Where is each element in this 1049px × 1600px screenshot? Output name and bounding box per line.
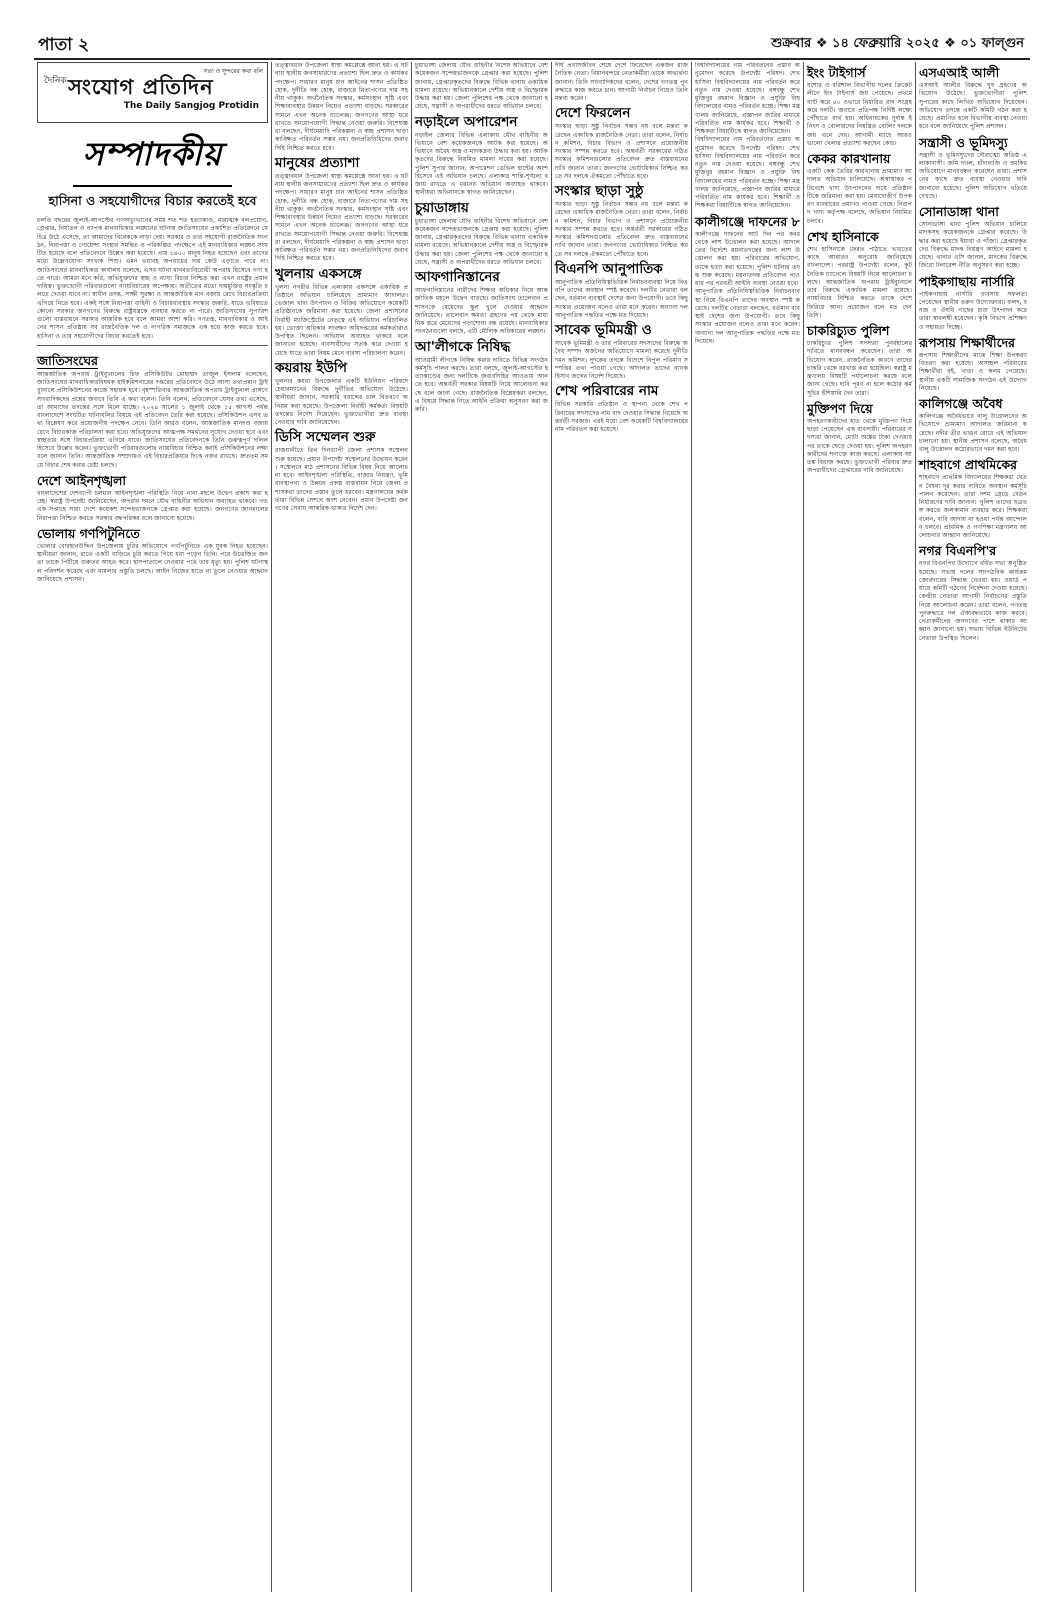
article-title: নড়াইলে অপারেশন [415, 113, 518, 130]
page-header-bar [34, 30, 1030, 60]
article-title: খুলনায় একসঙ্গে [275, 265, 362, 282]
article-title: ইংং টাইগার্স [807, 65, 866, 80]
article-body: কালীগঞ্জে দাফনের আট দিন পর কবর থেকে লাশ উত্তোলন করা হয়েছে। আদালতের নির্দেশে ময়নাতদন্তের জন্য লাশ উত্তোলন করা হয়। পরিবারের অভিযোগ, তাকে হত্যা করা হয়েছে। পুলিশ ঘটনার তদন্ত শুরু করেছে। ময়নাতদন্ত প্রতিবেদন পাওয়ার পর পরবর্তী আইনি ব্যবস্থা নেওয়া হবে। [695, 230, 802, 287]
article-body: সংস্কার ছাড়া সুষ্ঠু নির্বাচন সম্ভব নয় বলে মন্তব্য করেছেন একাধিক রাজনৈতিক নেতা। তারা বলেন, নির্বাচন কমিশন, বিচার বিভাগ ও প্রশাসনে প্রয়োজনীয় সংস্কার সম্পন্ন করতে হবে। অন্তর্বর্তী সরকারের গঠিত সংস্কার কমিশনগুলোর প্রতিবেদন দ্রুত বাস্তবায়নের দাবি জানান তারা। জনগণের ভোটাধিকার নিশ্চিত করতে সব দলকে ঐকমত্যে পৌঁছাতে হবে। [555, 201, 690, 258]
article-body: পাইকগাছায় নার্সারি ব্যবসায় সফলতা পেয়েছেন স্থানীয় তরুণ উদ্যোক্তারা। ফলদ, বনজ ও ঔষধি গাছের চারা উৎপাদন করে তারা স্বাবলম্বী হয়েছেন। কৃষি বিভাগ প্রশিক্ষণ ও সহায়তা দিচ্ছে। [919, 290, 1029, 331]
article-title: নগর বিএনপি'র [919, 543, 997, 559]
article-body: বিশ্ববিদ্যালয়ের নাম পরিবর্তনের প্রস্তাব অনুমোদন করেছে উপদেষ্টা পরিষদ। শেখ হাসিনা বিশ্ববিদ্যালয়ের নাম পরিবর্তন করে নতুন নাম দেওয়া হয়েছে। বঙ্গবন্ধু শেখ মুজিবুর রহমান বিজ্ঞান ও প্রযুক্তি বিশ্ববিদ্যালয়ের নামও পরিবর্তন হচ্ছে। শিক্ষা মন্ত্রণালয় জানিয়েছে, প্রজ্ঞাপন জারির মাধ্যমে পরিবর্তিত নাম কার্যকর হবে। শিক্ষার্থী ও শিক্ষকরা বিষয়টিকে স্বাগত জানিয়েছেন। [695, 136, 802, 210]
column-1 [34, 62, 272, 1592]
editorial-banner [37, 127, 268, 187]
article-body: সংস্কার ছাড়া সুষ্ঠু নির্বাচন সম্ভব নয় বলে মন্তব্য করেছেন একাধিক রাজনৈতিক নেতা। তারা বলেন, নির্বাচন কমিশন, বিচার বিভাগ ও প্রশাসনে প্রয়োজনীয় সংস্কার সম্পন্ন করতে হবে। অন্তর্বর্তী সরকারের গঠিত সংস্কার কমিশনগুলোর প্রতিবেদন দ্রুত বাস্তবায়নের দাবি জানান তারা। জনগণের ভোটাধিকার নিশ্চিত করতে সব দলকে ঐকমত্যে পৌঁছাতে হবে। [555, 123, 690, 180]
editorial-headline: হাসিনা ও সহযোগীদের বিচার করতেই হবে [48, 193, 257, 208]
article-body: খুলনা নগরীর বিভিন্ন এলাকায় একসঙ্গে একাধিক প্রতিষ্ঠানে অভিযান চালিয়েছে ভ্রাম্যমাণ আদালত। ভেজাল খাদ্য উৎপাদন ও বিক্রির অভিযোগে কয়েকটি প্রতিষ্ঠানকে জরিমানা করা হয়েছে। জেলা প্রশাসনের নির্বাহী ম্যাজিস্ট্রেটের নেতৃত্বে এই অভিযান পরিচালিত হয়। ভোক্তা অধিকার সংরক্ষণ অধিদপ্তরের কর্মকর্তারাও উপস্থিত ছিলেন। অভিযান অব্যাহত থাকবে বলে জানানো হয়েছে। ব্যবসায়ীদের সতর্ক করে দেওয়া হয়েছে যাতে তারা নিয়ম মেনে ব্যবসা পরিচালনা করেন। [275, 283, 410, 357]
article-body: তত্ত্বাবধান উপজেলা স্বাস্থ্য কমপ্লেক্সে আনা হয়। এ ঘটনায় স্থানীয় জনসাধারণের প্রত্যাশা ছিল দ্রুত ও কার্যকর পদক্ষেপ। সাধারণ মানুষ চান আইনের শাসন প্রতিষ্ঠিত হোক, দুর্নীতি বন্ধ হোক, বাজারে নিত্যপণ্যের দাম সহনীয় থাকুক। অর্থনৈতিক সংস্কার, কর্মসংস্থান সৃষ্টি এবং শিক্ষাব্যবস্থার উন্নয়ন নিয়েও প্রত্যাশা বাড়ছে। সরকারের সামনে এখন অনেক চ্যালেঞ্জ। জনগণের আস্থা ধরে রাখতে সময়োপযোগী সিদ্ধান্ত নেওয়া জরুরি। বিশেষজ্ঞরা বলছেন, দীর্ঘমেয়াদি পরিকল্পনা ও স্বচ্ছ প্রশাসন ছাড়া কাঙ্ক্ষিত পরিবর্তন সম্ভব নয়। জনপ্রতিনিধিদের জবাবদিহি নিশ্চিত করতে হবে। [275, 172, 410, 263]
editorial-body: চলতি বছরের জুলাই-আগস্টের গণঅভ্যুত্থানের সময় শত শত হত্যাকাণ্ড, মারাত্মক বলপ্রয়োগ, গ্রেপ্তার, নির্যাতন ও ব্যাপক মানবাধিকার লঙ্ঘনের ঘটনায় জাতিসংঘের প্রকাশিত প্রতিবেদনে যে চিত্র উঠে এসেছে, তা আমাদের বিবেককে নাড়া দেয়। সরকার ও তার সহযোগী রাজনৈতিক সংগঠন, নিরাপত্তা ও গোয়েন্দা সংস্থার সমন্বিত ও পরিকল্পিত পদক্ষেপে এই মানবাধিকার লঙ্ঘন সংঘটিত হয়েছে বলে প্রতিবেদনে উল্লেখ করা হয়েছে। প্রায় ১৪০০ মানুষ নিহত হয়েছেন এবং তাদের মধ্যে উল্লেখযোগ্য সংখ্যক শিশু। এমন ভয়াবহ অপরাধের দায় কেউ এড়াতে পারে না। জাতিসংঘের মানবাধিকার কার্যালয় বলেছে, এসব ঘটনা মানবতাবিরোধী অপরাধ হিসেবে গণ্য হতে পারে। আমরা মনে করি, অভিযুক্তদের স্বচ্ছ ও ন্যায্য বিচার নিশ্চিত করা এখন রাষ্ট্রের প্রধান দায়িত্ব। ভুক্তভোগী পরিবারগুলো ন্যায়বিচারের অপেক্ষায়। অতীতের মতো দায়মুক্তির সংস্কৃতি চলতে দেওয়া যাবে না। স্বাধীন তদন্ত, সাক্ষী সুরক্ষা ও আন্তর্জাতিক মান বজায় রেখে বিচারপ্রক্রিয়া এগিয়ে নিতে হবে। একই সঙ্গে নিরাপত্তা বাহিনী ও বিচারব্যবস্থার সংস্কার জরুরি, যাতে ভবিষ্যতে কোনো সরকার জনগণের বিরুদ্ধে রাষ্ট্রযন্ত্রকে ব্যবহার করতে না পারে। জাতিসংঘের সুপারিশগুলো বাস্তবায়নে সরকার আন্তরিক হবে বলে আমরা আশা করি। গণতন্ত্র, মানবাধিকার ও আইনের শাসন প্রতিষ্ঠায় সব রাজনৈতিক দল ও নাগরিক সমাজকে এক হয়ে কাজ করতে হবে। হাসিনা ও তার সহযোগীদের বিচার করতেই হবে। [37, 217, 270, 340]
article-title: মানুষের প্রত্যাশা [275, 154, 360, 171]
article-body: একটি কেক তৈরির কারখানায় ভ্রাম্যমাণ আদালত অভিযান চালিয়েছে। অস্বাস্থ্যকর পরিবেশে খাদ্য উৎপাদনের দায়ে প্রতিষ্ঠানটিকে জরিমানা করা হয়। মেয়াদোত্তীর্ণ উপকরণ ব্যবহারের প্রমাণও পাওয়া গেছে। নিরাপদ খাদ্য কর্তৃপক্ষ বলেছে, অভিযান নিয়মিত চলবে। [807, 168, 914, 225]
article-body: সাবেক ভূমিমন্ত্রী ও তার পরিবারের সদস্যদের বিরুদ্ধে অবৈধ সম্পদ অর্জনের অভিযোগে মামলা করেছে দুর্নীতি দমন কমিশন। দুদকের তদন্তে বিদেশে বিপুল পরিমাণ সম্পত্তির তথ্য পাওয়া গেছে। আদালত তাদের ব্যাংক হিসাব জব্দের নির্দেশ দিয়েছে। [555, 340, 690, 380]
article-body: ভোলার বোরহানউদ্দিন উপজেলায় চুরির অভিযোগে গণপিটুনিতে এক যুবক নিহত হয়েছেন। স্থানীয়রা জানান, রাতে একটি বাড়িতে চুরি করতে গিয়ে ধরা পড়েন তিনি। পরে উত্তেজিত জনতা তাকে পিটিয়ে গুরুতর আহত করে। হাসপাতালে নেওয়ার পথে তার মৃত্যু হয়। পুলিশ ঘটনাস্থল পরিদর্শন করেছে এবং মামলার প্রস্তুতি চলছে। আইন নিজের হাতে না তুলে নেওয়ার আহ্বান জানিয়েছে প্রশাসন। [37, 542, 270, 583]
masthead-daily: দৈনিক [44, 76, 67, 86]
masthead-tagline: সত্য ও সুন্দরের কথা বলি [203, 68, 263, 75]
article-body: চুয়াডাঙ্গা জেলায় যৌথ বাহিনীর বিশেষ অভিযানে বেশ কয়েকজন সন্দেহভাজনকে গ্রেপ্তার করা হয়েছে। পুলিশ জানায়, গ্রেপ্তারকৃতদের বিরুদ্ধে বিভিন্ন থানায় একাধিক মামলা রয়েছে। অভিযানকালে দেশীয় অস্ত্র ও বিস্ফোরক উদ্ধার করা হয়। জেলা পুলিশের পক্ষ থেকে জানানো হয়েছে, সন্ত্রাসী ও অপরাধীদের ধরতে অভিযান চলবে। [415, 217, 550, 266]
article-body: চাকরিচ্যুত পুলিশ সদস্যরা পুনর্বহালের দাবিতে মানববন্ধন করেছেন। তারা অভিযোগ করেন, রাজনৈতিক কারণে তাদের চাকরি থেকে বরখাস্ত করা হয়েছিল। স্বরাষ্ট্র মন্ত্রণালয় বিষয়টি পর্যালোচনা করছে বলে জানা গেছে। দাবি পূরণ না হলে কঠোর কর্মসূচির হুঁশিয়ারি দেন তারা। [807, 340, 914, 397]
article-title: চাকরিচ্যুত পুলিশ [807, 323, 890, 338]
editorial-title: সম্পাদকীয় [73, 127, 233, 187]
article-title: শেখ হাসিনাকে [807, 228, 879, 244]
article-body: দীর্ঘ প্রবাসজীবন শেষে দেশে ফিরেছেন একজন রাজনৈতিক নেতা। বিমানবন্দরে নেতাকর্মীরা তাকে অভ্যর্থনা জানান। তিনি সাংবাদিকদের বলেন, দেশের গণতন্ত্র পুনরুদ্ধারে কাজ করতে চান। আগামী নির্বাচন নিয়েও তিনি মন্তব্য করেন। [555, 62, 690, 102]
article-body: আন্তর্জাতিক অপরাধ ট্রাইব্যুনালের চিফ প্রসিকিউটর মোহাম্মদ তাজুল ইসলাম বলেছেন, জাতিসংঘের মানবাধিকারবিষয়ক হাইকমিশনারের দপ্তরের প্রতিবেদনে উঠে আসা তথ্যপ্রমাণ ট্রাইব্যুনালে প্রসিকিউশনের কাজে সহায়ক হবে। বৃহস্পতিবার আন্তর্জাতিক অপরাধ ট্রাইব্যুনাল প্রাঙ্গণে সাংবাদিকদের প্রশ্নের জবাবে তিনি এ কথা বলেন। তিনি বলেন, প্রতিবেদনে যেসব তথ্য এসেছে, তা আমাদের তদন্তের সঙ্গে মিলে যাচ্ছে। ২০২৪ সালের ১ জুলাই থেকে ১৫ আগস্ট পর্যন্ত বাংলাদেশে সংঘটিত ঘটনাবলির বিষয়ে এই প্রতিবেদন তৈরি করা হয়েছে। প্রসিকিউশন এসব তথ্য বিশ্লেষণ করে প্রয়োজনীয় পদক্ষেপ নেবে। তিনি আরও বলেন, আন্তর্জাতিক মানদণ্ড বজায় রেখে বিচারকাজ পরিচালনা করা হবে। অভিযুক্তদের আত্মপক্ষ সমর্থনের সুযোগ দেওয়া হবে এবং স্বচ্ছতার সঙ্গে বিচারপ্রক্রিয়া এগিয়ে যাবে। জাতিসংঘের প্রতিবেদনকে তিনি গুরুত্বপূর্ণ দলিল হিসেবে উল্লেখ করেন। ভুক্তভোগী পরিবারগুলোর ন্যায়বিচার নিশ্চিত করাই প্রসিকিউশনের লক্ষ্য বলে জানান তিনি। আন্তর্জাতিক সম্প্রদায়ও এই বিচারপ্রক্রিয়ার দিকে নজর রাখছে। দ্রুততম সময়ে বিচার শেষ করার চেষ্টা চলছে। [37, 370, 270, 469]
article-title: কালীগঞ্জে দাফনের ৮ [695, 213, 800, 229]
article-title: জাতিসংঘের [37, 352, 99, 368]
column-5 [692, 62, 804, 1592]
article-body: তত্ত্বাবধান উপজেলা স্বাস্থ্য কমপ্লেক্সে আনা হয়। এ ঘটনায় স্থানীয় জনসাধারণের প্রত্যাশা ছিল দ্রুত ও কার্যকর পদক্ষেপ। সাধারণ মানুষ চান আইনের শাসন প্রতিষ্ঠিত হোক, দুর্নীতি বন্ধ হোক, বাজারে নিত্যপণ্যের দাম সহনীয় থাকুক। অর্থনৈতিক সংস্কার, কর্মসংস্থান সৃষ্টি এবং শিক্ষাব্যবস্থার উন্নয়ন নিয়েও প্রত্যাশা বাড়ছে। সরকারের সামনে এখন অনেক চ্যালেঞ্জ। জনগণের আস্থা ধরে রাখতে সময়োপযোগী সিদ্ধান্ত নেওয়া জরুরি। বিশেষজ্ঞরা বলছেন, দীর্ঘমেয়াদি পরিকল্পনা ও স্বচ্ছ প্রশাসন ছাড়া কাঙ্ক্ষিত পরিবর্তন সম্ভব নয়। জনপ্রতিনিধিদের জবাবদিহি নিশ্চিত করতে হবে। [275, 62, 410, 152]
article-title: বিএনপি আনুপাতিক [555, 260, 663, 277]
article-title: সোনাডাঙ্গা থানা [919, 204, 999, 219]
column-7 [916, 62, 1030, 1592]
article-body: যশোর ও বরিশাল বিভাগীয় দলের ক্রিকেট লীগে ইংং টাইগার্স জয় পেয়েছে। প্রথমে ব্যাট করে ৫০ ওভারে নির্ধারিত রান সংগ্রহ করে দলটি। জবাবে প্রতিপক্ষ নির্দিষ্ট লক্ষ্যে পৌঁছাতে ব্যর্থ হয়। অধিনায়কের দুর্দান্ত ইনিংস ও বোলারদের নিয়ন্ত্রিত বোলিং দলকে জয় এনে দেয়। আগামী ম্যাচে আরও ভালো খেলার প্রত্যাশা করছেন কোচ। [807, 82, 914, 147]
masthead [37, 62, 268, 123]
article-title: দেশে আইনশৃঙ্খলা [37, 472, 127, 488]
article-title: কয়রায় ইউপি [275, 359, 347, 376]
article-title: সন্ত্রাসী ও ভূমিদস্যু [919, 134, 1008, 150]
article-body: বিশ্ববিদ্যালয়ের নাম পরিবর্তনের প্রস্তাব অনুমোদন করেছে উপদেষ্টা পরিষদ। শেখ হাসিনা বিশ্ববিদ্যালয়ের নাম পরিবর্তন করে নতুন নাম দেওয়া হয়েছে। বঙ্গবন্ধু শেখ মুজিবুর রহমান বিজ্ঞান ও প্রযুক্তি বিশ্ববিদ্যালয়ের নামও পরিবর্তন হচ্ছে। শিক্ষা মন্ত্রণালয় জানিয়েছে, প্রজ্ঞাপন জারির মাধ্যমে পরিবর্তিত নাম কার্যকর হবে। শিক্ষার্থী ও শিক্ষকরা বিষয়টিকে স্বাগত জানিয়েছেন। [695, 62, 802, 135]
article-body: আনুপাতিক প্রতিনিধিত্বভিত্তিক নির্বাচনব্যবস্থা নিয়ে বিএনপি তাদের অবস্থান স্পষ্ট করেছে। দলটির নেতারা বলছেন, বর্তমান ব্যবস্থাই দেশের জন্য উপযোগী। তবে কিছু সংস্কার প্রয়োজন বলেও তারা মনে করেন। অন্যান্য দল আনুপাতিক পদ্ধতির পক্ষে মত দিয়েছে। [555, 278, 690, 319]
article-title: আফগানিস্তানের [415, 269, 500, 285]
article-body: রাজধানীতে তিন দিনব্যাপী জেলা প্রশাসক সম্মেলন শুরু হয়েছে। প্রধান উপদেষ্টা সম্মেলনের উদ্বোধন করেন। সম্মেলনে মাঠ প্রশাসনের বিভিন্ন বিষয় নিয়ে আলোচনা হবে। আইনশৃঙ্খলা পরিস্থিতি, বাজার নিয়ন্ত্রণ, ভূমি ব্যবস্থাপনা ও উন্নয়ন প্রকল্প বাস্তবায়ন নিয়ে জেলা প্রশাসকরা তাদের প্রস্তাব তুলে ধরবেন। মন্ত্রণালয়ের কর্মকর্তারা বিভিন্ন সেশনে অংশ নেবেন। প্রধান উপদেষ্টা জনগণের সেবায় আন্তরিক থাকার নির্দেশ দেন। [275, 447, 410, 512]
article-body: সন্ত্রাসী ও ভূমিদস্যুদের দৌরাত্ম্যে অতিষ্ঠ এলাকাবাসী। জমি দখল, চাঁদাবাজি ও হুমকির অভিযোগে মানববন্ধন করেছেন তারা। প্রশাসনের কাছে দ্রুত ব্যবস্থা নেওয়ার দাবি জানানো হয়েছে। পুলিশ অভিযোগ খতিয়ে দেখছে। [919, 151, 1029, 200]
article-body: অপহরণকারীদের হাত থেকে মুক্তিপণ দিয়ে ছাড়া পেয়েছেন এক ব্যবসায়ী। পরিবারের সদস্যরা জানান, মোটা অঙ্কের টাকা দেওয়ার পর তাকে ছেড়ে দেওয়া হয়। পুলিশ অপহরণকারীদের শনাক্তে কাজ করছে। এলাকায় আতঙ্ক বিরাজ করছে। ভুক্তভোগী পরিবার দ্রুত অপরাধীদের গ্রেপ্তারের দাবি জানিয়েছে। [807, 417, 914, 475]
article-body: আনুপাতিক প্রতিনিধিত্বভিত্তিক নির্বাচনব্যবস্থা নিয়ে বিএনপি তাদের অবস্থান স্পষ্ট করেছে। দলটির নেতারা বলছেন, বর্তমান ব্যবস্থাই দেশের জন্য উপযোগী। তবে কিছু সংস্কার প্রয়োজন বলেও তারা মনে করেন। অন্যান্য দল আনুপাতিক পদ্ধতির পক্ষে মত দিয়েছে। [695, 288, 802, 345]
article-title: শেখ পরিবারের নাম [555, 383, 659, 400]
column-2 [272, 62, 412, 1592]
column-6 [804, 62, 916, 1592]
article-body: শেখ হাসিনাকে ফেরত পাঠাতে ভারতের কাছে আবারও অনুরোধ জানিয়েছে বাংলাদেশ। পররাষ্ট্র উপদেষ্টা বলেন, কূটনৈতিক চ্যানেলে বিষয়টি নিয়ে আলোচনা চলছে। আন্তর্জাতিক অপরাধ ট্রাইব্যুনালে তার বিরুদ্ধে একাধিক মামলা রয়েছে। ন্যায়বিচার নিশ্চিত করতে তাকে দেশে ফিরিয়ে আনা প্রয়োজন বলে মত দেন তিনি। [807, 245, 914, 319]
masthead-name-bn: সংযোগ প্রতিদিন [68, 75, 214, 99]
article-body: আফগানিস্তানের নারীদের শিক্ষার অধিকার নিয়ে আন্তর্জাতিক মহলে উদ্বেগ বাড়ছে। জাতিসংঘ তালেবান প্রশাসনকে মেয়েদের স্কুল খুলে দেওয়ার আহ্বান জানিয়েছে। তালেবান ক্ষমতা গ্রহণের পর থেকে মাধ্যমিক স্তরে মেয়েদের পড়াশোনা বন্ধ রয়েছে। মানবাধিকার সংগঠনগুলো বলছে, এটি মৌলিক অধিকারের লঙ্ঘন। [415, 287, 550, 336]
article-title: চুয়াডাঙ্গায় [415, 199, 469, 216]
article-body: আওয়ামী লীগকে নিষিদ্ধ করার দাবিতে বিভিন্ন সংগঠন কর্মসূচি পালন করছে। তারা বলছে, জুলাই-আগস্টের হত্যাকাণ্ডের জন্য দলটিকে জবাবদিহির আওতায় আনতে হবে। অন্তর্বর্তী সরকার বিষয়টি নিয়ে আলোচনা করছে বলে জানা গেছে। রাজনৈতিক বিশ্লেষকরা বলছেন, এ বিষয়ে সিদ্ধান্ত নিতে আইনি প্রক্রিয়া অনুসরণ করা জরুরি। [415, 356, 550, 413]
article-title: ডিসি সম্মেলন শুরু [275, 429, 376, 446]
article-title: রূপসায় শিক্ষার্থীদের [919, 334, 1016, 350]
article-title: আ'লীগকে নিষিদ্ধ [415, 338, 511, 355]
article-title: দেশে ফিরলেন [555, 105, 631, 122]
article-body: শাহবাগে প্রাথমিক বিদ্যালয়ের শিক্ষকরা বেতন বৈষম্য দূর করার দাবিতে অবস্থান কর্মসূচি পালন করেছেন। তারা দশম গ্রেডে বেতন নির্ধারণের দাবি জানান। পুলিশ তাদের ছত্রভঙ্গ করতে জলকামান ব্যবহার করে। শিক্ষকরা বলেন, দাবি আদায় না হওয়া পর্যন্ত আন্দোলন চলবে। প্রাথমিক ও গণশিক্ষা মন্ত্রণালয় আলোচনার আহ্বান জানিয়েছে। [919, 474, 1029, 539]
page-number: পাতা ২ [38, 35, 90, 55]
article-title: এসএআই আলী [919, 65, 1000, 80]
article-title: কালিগঞ্জে অবৈধ [919, 396, 1003, 411]
masthead-name-en: The Daily Sangjog Protidin [123, 101, 259, 111]
column-3 [412, 62, 552, 1592]
article-body: বাংলাদেশের দেশব্যাপী চলমান আইনশৃঙ্খলা পরিস্থিতি নিয়ে নানা মহলে উদ্বেগ প্রকাশ করা হচ্ছে। স্বরাষ্ট্র উপদেষ্টা জানিয়েছেন, অপরাধ দমনে যৌথ বাহিনীর অভিযান অব্যাহত থাকবে। গত এক সপ্তাহে সারা দেশে কয়েকশ সন্দেহভাজনকে গ্রেপ্তার করা হয়েছে। জনগণের জানমালের নিরাপত্তা নিশ্চিত করতে সরকার বদ্ধপরিকর বলে জানানো হয়েছে। [37, 489, 270, 522]
article-title: পাইকগাছায় নার্সারি [919, 273, 1015, 289]
article-title: শাহবাগে প্রাথমিকের [919, 457, 1017, 473]
article-title: ভোলায় গণপিটুনিতে [37, 525, 140, 541]
columns [34, 62, 1030, 1592]
issue-date: শুক্রবার ❖ ১৪ ফেব্রুয়ারি ২০২৫ ❖ ০১ ফাল্গুন [771, 36, 1024, 51]
article-body: নগর বিএনপির উদ্যোগে বর্ধিত সভা অনুষ্ঠিত হয়েছে। সভায় দলের সাংগঠনিক কার্যক্রম জোরদারের সিদ্ধান্ত নেওয়া হয়। ওয়ার্ড পর্যায়ে কমিটি গঠনের নির্দেশনা দেওয়া হয়েছে। কেন্দ্রীয় নেতারা আগামী নির্বাচনের প্রস্তুতি নিয়ে আলোচনা করেন। তারা বলেন, গণতন্ত্র পুনরুদ্ধারে দল ঐক্যবদ্ধভাবে কাজ করবে। নেতাকর্মীদের জনগণের পাশে থাকার আহ্বান জানানো হয়। সভায় বিভিন্ন ইউনিটের নেতারা উপস্থিত ছিলেন। [919, 560, 1029, 642]
article-title: কেকর কারখানায় [807, 151, 891, 166]
column-4 [552, 62, 692, 1592]
article-body: চুয়াডাঙ্গা জেলায় যৌথ বাহিনীর বিশেষ অভিযানে বেশ কয়েকজন সন্দেহভাজনকে গ্রেপ্তার করা হয়েছে। পুলিশ জানায়, গ্রেপ্তারকৃতদের বিরুদ্ধে বিভিন্ন থানায় একাধিক মামলা রয়েছে। অভিযানকালে দেশীয় অস্ত্র ও বিস্ফোরক উদ্ধার করা হয়। জেলা পুলিশের পক্ষ থেকে জানানো হয়েছে, সন্ত্রাসী ও অপরাধীদের ধরতে অভিযান চলবে। [415, 62, 550, 111]
article-body: বিভিন্ন সরকারি প্রতিষ্ঠান ও স্থাপনা থেকে শেখ পরিবারের সদস্যদের নাম বাদ দেওয়ার সিদ্ধান্ত নিয়েছে অন্তর্বর্তী সরকার। এরই মধ্যে বেশ কয়েকটি বিশ্ববিদ্যালয়ের নাম পরিবর্তন করা হয়েছে। [555, 401, 690, 433]
article-title: সংস্কার ছাড়া সুষ্ঠু [555, 183, 644, 199]
article-body: সোনাডাঙ্গা থানা পুলিশ অভিযান চালিয়ে মাদকসহ কয়েকজনকে গ্রেপ্তার করেছে। উদ্ধার করা হয়েছে ইয়াবা ও গাঁজা। গ্রেপ্তারকৃতদের বিরুদ্ধে মাদক নিয়ন্ত্রণ আইনে মামলা হয়েছে। থানার ওসি জানান, মাদকের বিরুদ্ধে জিরো টলারেন্স নীতি অনুসরণ করা হচ্ছে। [919, 221, 1029, 270]
article-body: কালিগঞ্জে অবৈধভাবে বালু উত্তোলনের অভিযোগে ভ্রাম্যমাণ আদালত জরিমানা করেছে। নদীর তীর ভাঙন রোধে এই অভিযান চালানো হয়। স্থানীয় প্রশাসন বলেছে, অবৈধ বালু উত্তোলন কঠোরভাবে দমন করা হবে। [919, 413, 1029, 453]
article-body: রূপসায় শিক্ষার্থীদের মাঝে শিক্ষা উপকরণ বিতরণ করা হয়েছে। অসচ্ছল পরিবারের শিক্ষার্থীরা বই, খাতা ও কলম পেয়েছে। স্থানীয় একটি সামাজিক সংগঠন এই উদ্যোগ নিয়েছে। [919, 351, 1029, 392]
article-title: মুক্তিপণ দিয়ে [807, 400, 873, 416]
divider [37, 345, 268, 346]
article-title: সাবেক ভূমিমন্ত্রী ও [555, 322, 652, 338]
article-body: খুলনার কয়রা উপজেলার একটি ইউনিয়ন পরিষদে চেয়ারম্যানের বিরুদ্ধে দুর্নীতির অভিযোগ উঠেছে। স্থানীয়রা জানান, সরকারি বরাদ্দের চাল বিতরণে অনিয়ম করা হয়েছে। উপজেলা নির্বাহী কর্মকর্তা বিষয়টি তদন্তের নির্দেশ দিয়েছেন। ভুক্তভোগীরা দ্রুত ব্যবস্থা নেওয়ার দাবি জানিয়েছেন। [275, 377, 410, 426]
article-body: এসআই আলীর বিরুদ্ধে ঘুষ গ্রহণের অভিযোগ উঠেছে। ভুক্তভোগীরা পুলিশ সুপারের কাছে লিখিত অভিযোগ দিয়েছেন। অভিযোগ তদন্তে একটি কমিটি গঠন করা হয়েছে। প্রমাণিত হলে বিভাগীয় ব্যবস্থা নেওয়া হবে বলে জানিয়েছে পুলিশ প্রশাসন। [919, 82, 1029, 131]
article-body: নড়াইল জেলার বিভিন্ন এলাকায় যৌথ বাহিনীর অভিযানে বেশ কয়েকজনকে আটক করা হয়েছে। অভিযানে অবৈধ অস্ত্র ও মাদকদ্রব্য উদ্ধার করা হয়। আটককৃতদের বিরুদ্ধে নিয়মিত মামলা দায়ের করা হয়েছে। পুলিশ সুপার জানান, অপারেশন ডেভিল হান্টের অংশ হিসেবে এই অভিযান চলছে। এলাকার শান্তি-শৃঙ্খলা বজায় রাখতে এ ধরনের অভিযান অব্যাহত থাকবে। স্থানীয়রা অভিযানকে স্বাগত জানিয়েছেন। [415, 131, 550, 197]
